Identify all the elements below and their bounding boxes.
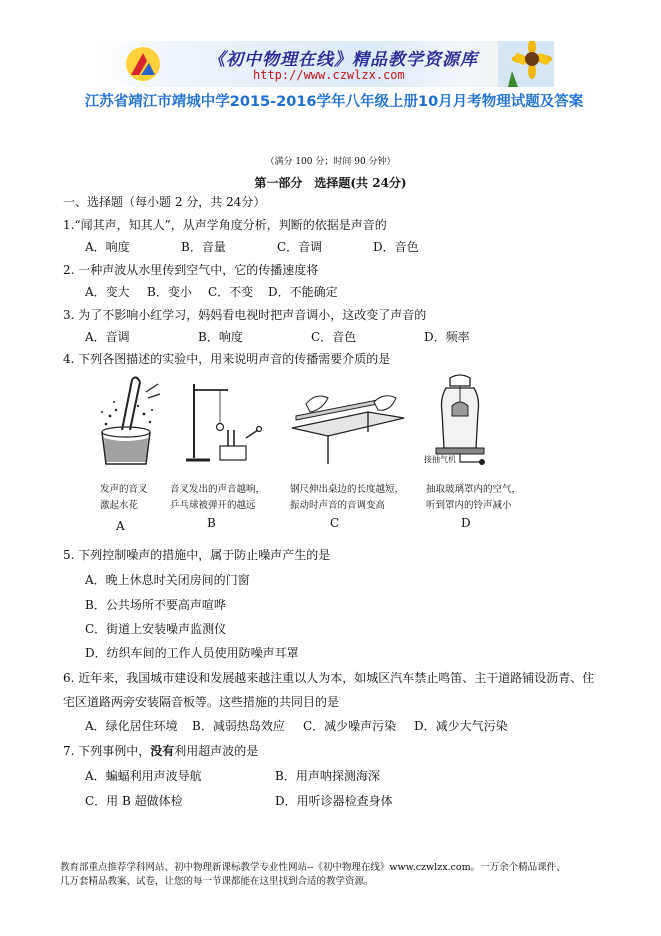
q6-option-b: B．减弱热岛效应 — [192, 719, 285, 733]
figure-b-letter: B — [207, 516, 216, 530]
banner-url: http://www.czwlzx.com — [253, 68, 405, 82]
question-3-stem: 3. 为了不影响小红学习，妈妈看电视时把声音调小，这改变了声音的 — [63, 308, 427, 322]
part-title: 第一部分 选择题(共 24分) — [254, 176, 407, 190]
question-7-stem-pre: 7. 下列事例中， — [63, 744, 151, 758]
banner-title: 《初中物理在线》精品教学资源库 — [208, 50, 478, 70]
q6-option-d: D．减少大气污染 — [414, 719, 508, 733]
q3-option-b: B．响度 — [198, 330, 243, 344]
q1-option-b: B．音量 — [181, 240, 226, 254]
q6-option-a: A．绿化居住环境 — [85, 719, 178, 733]
q6-option-c: C．减少噪声污染 — [303, 719, 397, 733]
section-title: 一、选择题（每小题 2 分，共 24分） — [63, 195, 266, 209]
footer-line-1: 教育部重点推荐学科网站、初中物理新课标教学专业性网站--《初中物理在线》www.czwlzx.com。一万余个精品课件、 — [60, 862, 566, 873]
figure-b-ping-pong-ball — [176, 372, 268, 468]
question-5-stem: 5. 下列控制噪声的措施中，属于防止噪声产生的是 — [63, 548, 331, 562]
question-1-stem: 1.“闻其声，知其人”，从声学角度分析，判断的依据是声音的 — [63, 218, 387, 232]
question-2-stem: 2. 一种声波从水里传到空气中，它的传播速度将 — [63, 263, 319, 277]
figure-c-caption-1: 钢尺伸出桌边的长度越短， — [290, 484, 405, 495]
q7-option-b: B．用声呐探测海深 — [275, 769, 380, 783]
q2-option-d: D．不能确定 — [268, 285, 338, 299]
site-logo-icon — [123, 45, 163, 83]
q2-option-b: B．变小 — [147, 285, 192, 299]
q3-option-c: C．音色 — [311, 330, 357, 344]
q2-option-c: C．不变 — [208, 285, 254, 299]
question-7-stem-post: 利用超声波的是 — [174, 744, 259, 758]
q5-option-a: A．晚上休息时关闭房间的门窗 — [85, 573, 250, 587]
figure-c-ruler-table — [288, 372, 408, 468]
figure-c-caption-2: 振动时声音的音调变高 — [290, 500, 386, 511]
exam-note: （满分 100 分；时间 90 分钟） — [265, 157, 396, 167]
footer-line-2: 几万套精品教案、试卷，让您的每一节课都能在这里找到合适的教学资源。 — [60, 876, 374, 887]
q7-option-c: C．用 B 超做体检 — [85, 794, 183, 808]
q5-option-d: D．纺织车间的工作人员使用防噪声耳罩 — [85, 646, 299, 660]
sunflower-icon — [498, 41, 554, 87]
q5-option-c: C．街道上安装噪声监测仪 — [85, 622, 227, 636]
q1-option-c: C．音调 — [277, 240, 323, 254]
figure-a-caption-2: 激起水花 — [100, 500, 139, 511]
question-7-stem — [63, 743, 258, 759]
q3-option-d: D．频率 — [424, 330, 470, 344]
q2-option-a: A．变大 — [85, 285, 130, 299]
document-title: 江苏省靖江市靖城中学2015-2016学年八年级上册10月月考物理试题及答案 — [84, 94, 584, 110]
question-6-stem-line1: 6. 近年来，我国城市建设和发展越来越注重以人为本，如城区汽车禁止鸣笛、主干道路铺设沥青、住 — [63, 671, 595, 685]
q1-option-a: A．响度 — [85, 240, 130, 254]
q3-option-a: A．音调 — [85, 330, 130, 344]
figure-d-caption-2: 听到罩内的铃声减小 — [426, 500, 512, 511]
q5-option-b: B．公共场所不要高声喧哗 — [85, 598, 226, 612]
figure-d-label: 接抽气机 — [424, 455, 456, 464]
page-footer — [60, 861, 620, 889]
q7-option-d: D．用听诊器检查身体 — [275, 794, 393, 808]
header-banner — [93, 41, 554, 87]
question-7-stem-emphasis: 没有 — [150, 744, 175, 758]
figure-a-tuning-fork-water — [92, 372, 162, 468]
figure-a-letter: A — [116, 519, 125, 533]
q1-option-d: D．音色 — [373, 240, 419, 254]
figure-d-letter: D — [461, 516, 471, 530]
figure-a-caption-1: 发声的音叉 — [100, 484, 148, 495]
question-4-stem: 4. 下列各图描述的实验中，用来说明声音的传播需要介质的是 — [63, 352, 391, 366]
question-6-stem-line2: 宅区道路两旁安装隔音板等。这些措施的共同目的是 — [63, 695, 340, 709]
figure-b-caption-1: 音叉发出的声音越响， — [170, 484, 266, 495]
figure-c-letter: C — [330, 516, 340, 530]
figure-b-caption-2: 乒乓球被弹开的越远 — [170, 500, 256, 511]
figure-d-caption-1: 抽取玻璃罩内的空气， — [426, 484, 522, 495]
q7-option-a: A．蝙蝠利用声波导航 — [85, 769, 202, 783]
